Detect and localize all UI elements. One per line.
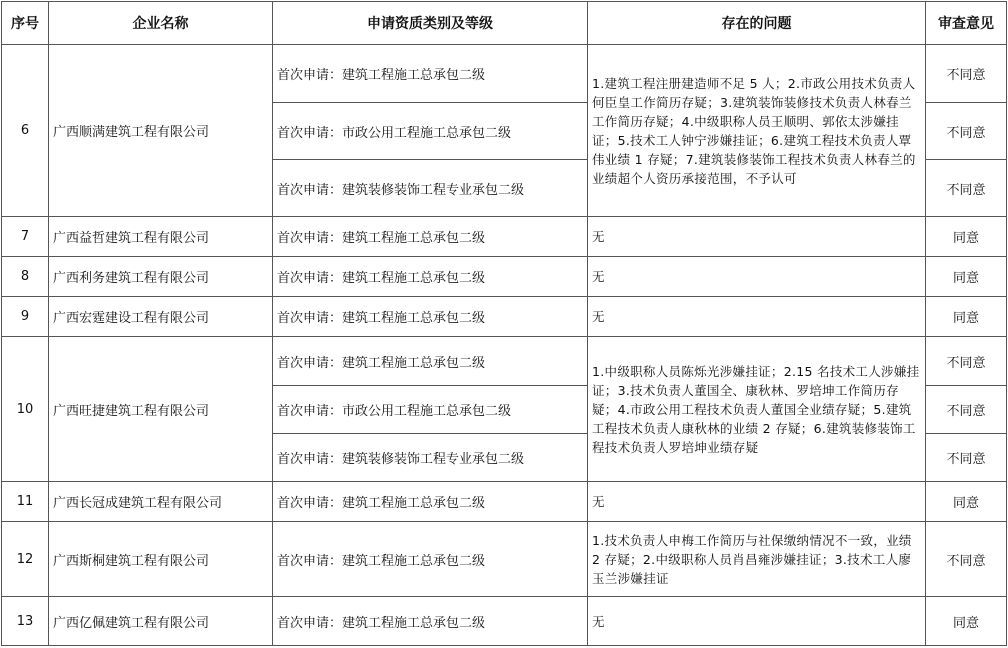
qualification-cell: 首次申请：建筑工程施工总承包二级 — [273, 522, 588, 597]
table-row — [2, 297, 1007, 337]
qualification-cell: 首次申请：建筑工程施工总承包二级 — [273, 482, 588, 522]
qualification-cell: 首次申请：建筑工程施工总承包二级 — [273, 217, 588, 257]
header-problems: 存在的问题 — [588, 2, 926, 45]
table-row — [2, 217, 1007, 257]
row-number: 11 — [2, 482, 49, 522]
qualification-cell: 首次申请：建筑工程施工总承包二级 — [273, 337, 588, 386]
header-row — [2, 2, 1007, 45]
table-row — [2, 482, 1007, 522]
qualification-cell: 首次申请：市政公用工程施工总承包二级 — [273, 103, 588, 160]
company-name: 广西旺捷建筑工程有限公司 — [49, 337, 273, 482]
table-row — [2, 45, 1007, 103]
opinion-cell: 同意 — [926, 297, 1007, 337]
qualification-cell: 首次申请：市政公用工程施工总承包二级 — [273, 386, 588, 434]
row-number: 12 — [2, 522, 49, 597]
opinion-cell: 不同意 — [926, 434, 1007, 482]
company-name: 广西宏霆建设工程有限公司 — [49, 297, 273, 337]
opinion-cell: 同意 — [926, 217, 1007, 257]
problems-cell: 无 — [588, 217, 926, 257]
row-number: 10 — [2, 337, 49, 482]
opinion-cell: 同意 — [926, 257, 1007, 297]
header-opinion: 审查意见 — [926, 2, 1007, 45]
row-number: 7 — [2, 217, 49, 257]
company-name: 广西长冠成建筑工程有限公司 — [49, 482, 273, 522]
qualification-cell: 首次申请：建筑装修装饰工程专业承包二级 — [273, 434, 588, 482]
table-row — [2, 337, 1007, 386]
problems-cell: 1.中级职称人员陈烁光涉嫌挂证；2.15 名技术工人涉嫌挂证；3.技术负责人董国全、康秋林、罗培坤工作简历存疑；4.市政公用工程技术负责人董国全业绩存疑；5.建筑工程技术负责人康秋林的业绩 2 存疑；6.建筑装修装饰工程技术负责人罗培坤业绩存疑 — [588, 337, 926, 482]
row-number: 13 — [2, 597, 49, 646]
review-table — [1, 1, 1007, 646]
problems-cell: 无 — [588, 597, 926, 646]
company-name: 广西斯桐建筑工程有限公司 — [49, 522, 273, 597]
opinion-cell: 同意 — [926, 482, 1007, 522]
company-name: 广西利务建筑工程有限公司 — [49, 257, 273, 297]
header-no: 序号 — [2, 2, 49, 45]
table-row — [2, 257, 1007, 297]
header-company: 企业名称 — [49, 2, 273, 45]
company-name: 广西顺满建筑工程有限公司 — [49, 45, 273, 217]
qualification-cell: 首次申请：建筑工程施工总承包二级 — [273, 257, 588, 297]
company-name: 广西亿佩建筑工程有限公司 — [49, 597, 273, 646]
problems-cell: 1.建筑工程注册建造师不足 5 人；2.市政公用技术负责人何臣皇工作简历存疑；3.建筑装饰装修技术负责人林春兰工作简历存疑；4.中级职称人员王顺明、郭依太涉嫌挂证；5.技术工人钟宁涉嫌挂证；6.建筑工程技术负责人覃伟业绩 1 存疑；7.建筑装修装饰工程技术负责人林春兰的业绩超个人资历承接范围，不予认可 — [588, 45, 926, 217]
company-name: 广西益哲建筑工程有限公司 — [49, 217, 273, 257]
opinion-cell: 不同意 — [926, 386, 1007, 434]
problems-cell: 无 — [588, 297, 926, 337]
table-row — [2, 597, 1007, 646]
opinion-cell: 不同意 — [926, 160, 1007, 217]
opinion-cell: 不同意 — [926, 337, 1007, 386]
row-number: 9 — [2, 297, 49, 337]
problems-cell: 无 — [588, 257, 926, 297]
opinion-cell: 同意 — [926, 597, 1007, 646]
qualification-cell: 首次申请：建筑工程施工总承包二级 — [273, 45, 588, 103]
qualification-cell: 首次申请：建筑工程施工总承包二级 — [273, 597, 588, 646]
header-qualification: 申请资质类别及等级 — [273, 2, 588, 45]
opinion-cell: 不同意 — [926, 103, 1007, 160]
problems-cell: 1.技术负责人申梅工作简历与社保缴纳情况不一致，业绩 2 存疑；2.中级职称人员肖昌雍涉嫌挂证；3.技术工人廖玉兰涉嫌挂证 — [588, 522, 926, 597]
table-row — [2, 522, 1007, 597]
opinion-cell: 不同意 — [926, 522, 1007, 597]
opinion-cell: 不同意 — [926, 45, 1007, 103]
row-number: 6 — [2, 45, 49, 217]
qualification-cell: 首次申请：建筑工程施工总承包二级 — [273, 297, 588, 337]
row-number: 8 — [2, 257, 49, 297]
qualification-cell: 首次申请：建筑装修装饰工程专业承包二级 — [273, 160, 588, 217]
problems-cell: 无 — [588, 482, 926, 522]
